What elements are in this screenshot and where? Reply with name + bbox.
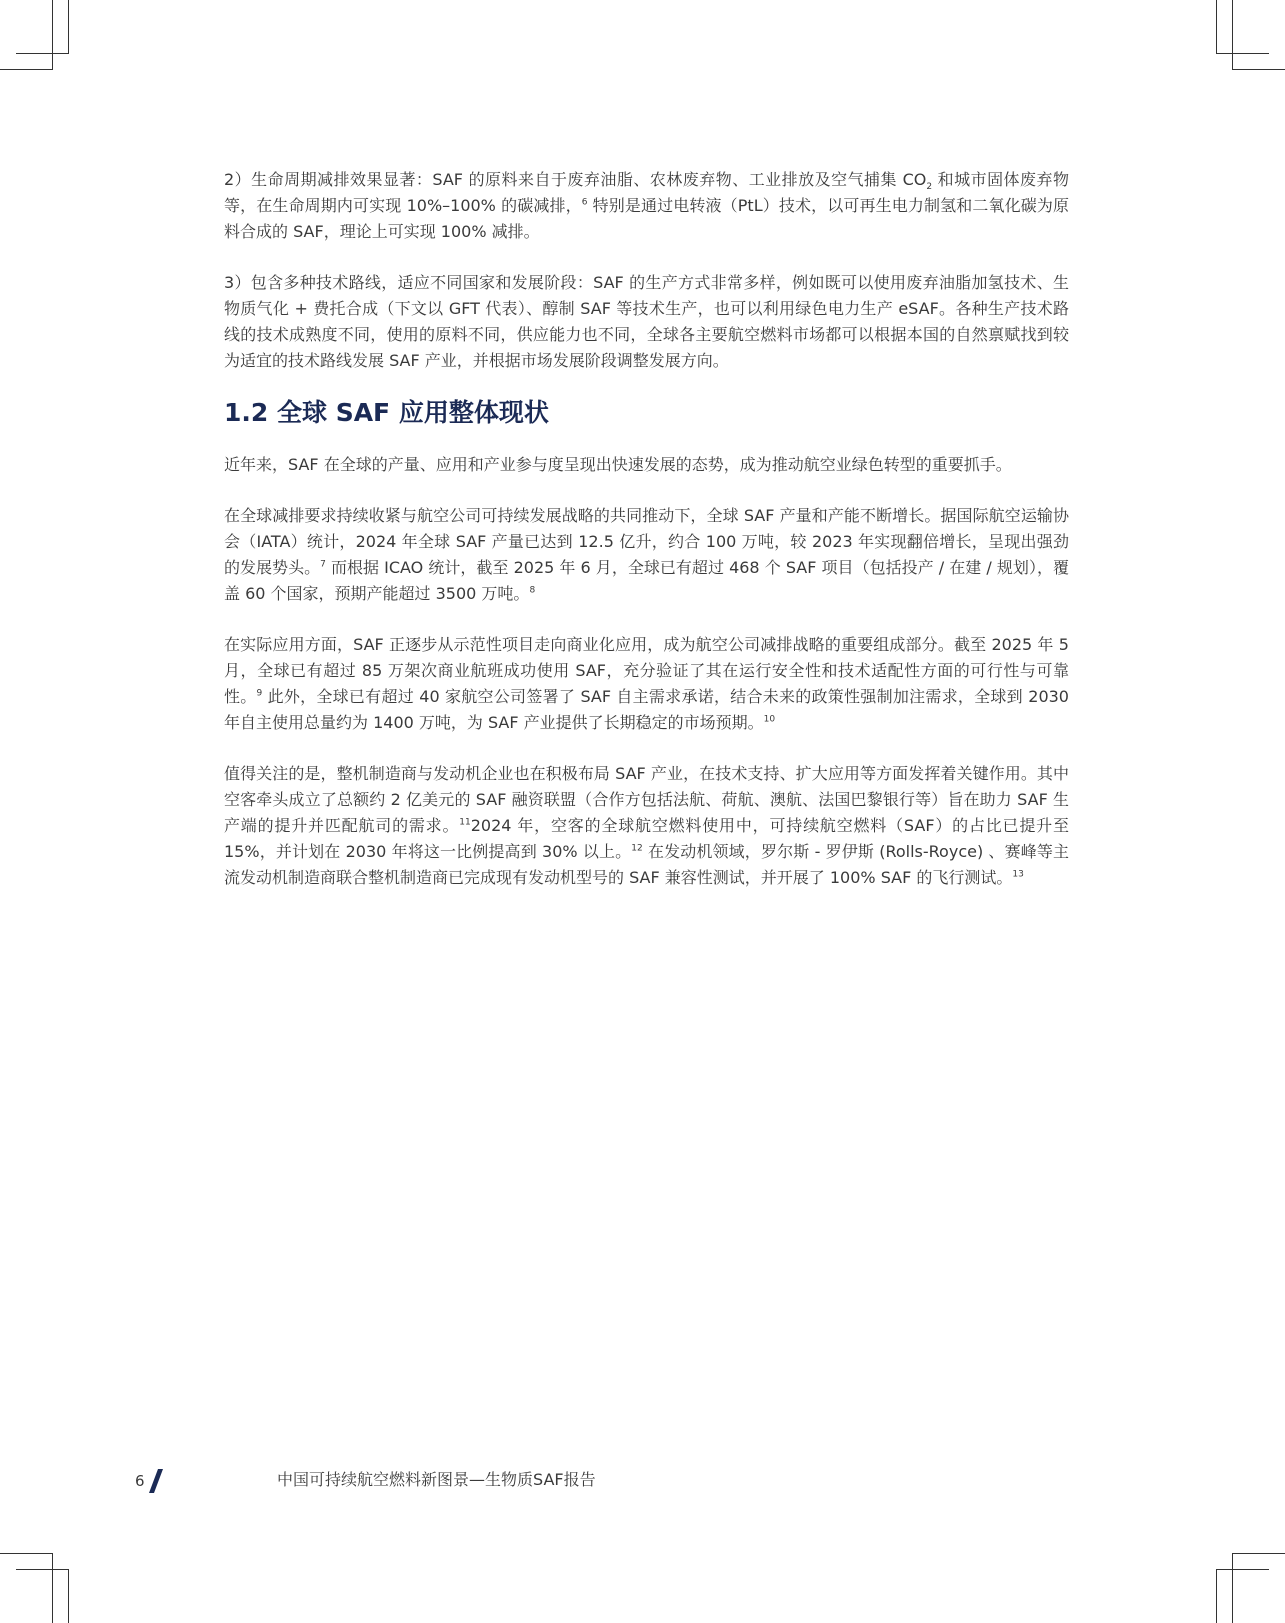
crop-mark [68,1569,69,1623]
paragraph-text: 在发动机领域，罗尔斯 - 罗伊斯 (Rolls-Royce) 、赛峰等主流发动机制造商联合整机制造商已完成现有发动机型号的 SAF 兼容性测试，并开展了 100% SAF 的飞行测试。 [224,842,1069,887]
paragraph-text: 此外，全球已有超过 40 家航空公司签署了 SAF 自主需求承诺，结合未来的政策性强制加注需求，全球到 2030 年自主使用总量约为 1400 万吨，为 SAF 产业提供了长期稳定的市场预期。 [224,687,1069,732]
paragraph-text: 而根据 ICAO 统计，截至 2025 年 6 月，全球已有超过 468 个 SAF 项目（包括投产 / 在建 / 规划），覆盖 60 个国家，预期产能超过 3500 万吨。 [224,558,1069,603]
subscript: 2 [926,182,933,193]
footnote-ref[interactable]: 9 [256,688,263,699]
main-content [224,167,1069,916]
crop-mark [16,53,69,54]
crop-mark [1216,1569,1269,1570]
crop-mark [1232,1553,1285,1554]
footnote-ref[interactable]: 13 [1012,869,1024,880]
body-paragraph [224,270,1069,374]
paragraph-text: 2）生命周期减排效果显著：SAF 的原料来自于废弃油脂、农林废弃物、工业排放及空气捕集 CO [224,170,927,189]
report-title: 中国可持续航空燃料新图景—生物质SAF报告 [277,1470,596,1489]
footnote-ref[interactable]: 8 [529,585,536,596]
paragraph-text: 3）包含多种技术路线，适应不同国家和发展阶段：SAF 的生产方式非常多样，例如既可以使用废弃油脂加氢技术、生物质气化 + 费托合成（下文以 GFT 代表）、醇制 SAF 等技术生产，也可以利用绿色电力生产 eSAF。各种生产技术路线的技术成熟度不同，使用的原料不同，供应能力也不同，全球各主要航空燃料市场都可以根据本国的自然禀赋找到较为适宜的技术路线发展 SAF 产业，并根据市场发展阶段调整发展方向。 [224,273,1069,370]
page-number: 6 [135,1472,145,1490]
body-paragraph [224,503,1069,607]
paragraph-text: 在实际应用方面，SAF 正逐步从示范性项目走向商业化应用，成为航空公司减排战略的重要组成部分。截至 2025 年 5 月，全球已有超过 85 万架次商业航班成功使用 SAF，充分验证了其在运行安全性和技术适配性方面的可行性与可靠性。 [224,635,1069,706]
crop-mark [1216,53,1269,54]
paragraph-text: 特别是通过电转液（PtL）技术，以可再生电力制氢和二氧化碳为原料合成的 SAF，理论上可实现 100% 减排。 [224,196,1069,241]
paragraph-text: 2024 年，空客的全球航空燃料使用中，可持续航空燃料（SAF）的占比已提升至 15%，并计划在 2030 年将这一比例提高到 30% 以上。 [224,816,1069,861]
paragraph-text: 和城市固体废弃物等，在生命周期内可实现 10%–100% 的碳减排， [224,170,1069,215]
footnote-ref[interactable]: 6 [581,197,588,208]
body-paragraph [224,167,1069,245]
body-paragraph [224,452,1069,478]
crop-mark [52,1553,53,1623]
footnote-ref[interactable]: 10 [763,714,776,725]
crop-mark [1232,1553,1233,1623]
paragraph-text: 在全球减排要求持续收紧与航空公司可持续发展战略的共同推动下，全球 SAF 产量和产能不断增长。据国际航空运输协会（IATA）统计，2024 年全球 SAF 产量已达到 12.5 亿升，约合 100 万吨，较 2023 年实现翻倍增长，呈现出强劲的发展势头。 [224,506,1069,577]
crop-mark [1232,0,1233,70]
slash-icon [149,1468,163,1494]
crop-mark [52,0,53,70]
crop-mark [16,1569,69,1570]
body-paragraph [224,632,1069,736]
paragraph-group-bottom [224,452,1069,891]
crop-mark [1232,69,1285,70]
crop-mark [1216,0,1217,54]
crop-mark [68,0,69,54]
crop-mark [0,69,53,70]
section-title: 1.2 全球 SAF 应用整体现状 [224,398,549,427]
footnote-ref[interactable]: 12 [631,843,643,854]
crop-mark [0,1553,53,1554]
footnote-ref[interactable]: 11 [459,817,471,828]
paragraph-text: 近年来，SAF 在全球的产量、应用和产业参与度呈现出快速发展的态势，成为推动航空业绿色转型的重要抓手。 [224,455,1012,474]
body-paragraph [224,761,1069,891]
paragraph-text: 值得关注的是，整机制造商与发动机企业也在积极布局 SAF 产业，在技术支持、扩大应用等方面发挥着关键作用。其中空客牵头成立了总额约 2 亿美元的 SAF 融资联盟（合作方包括法航、荷航、澳航、法国巴黎银行等）旨在助力 SAF 生产端的提升并匹配航司的需求。 [224,764,1069,835]
crop-mark [1216,1569,1217,1623]
footnote-ref[interactable]: 7 [320,559,326,570]
paragraph-group-top [224,167,1069,374]
